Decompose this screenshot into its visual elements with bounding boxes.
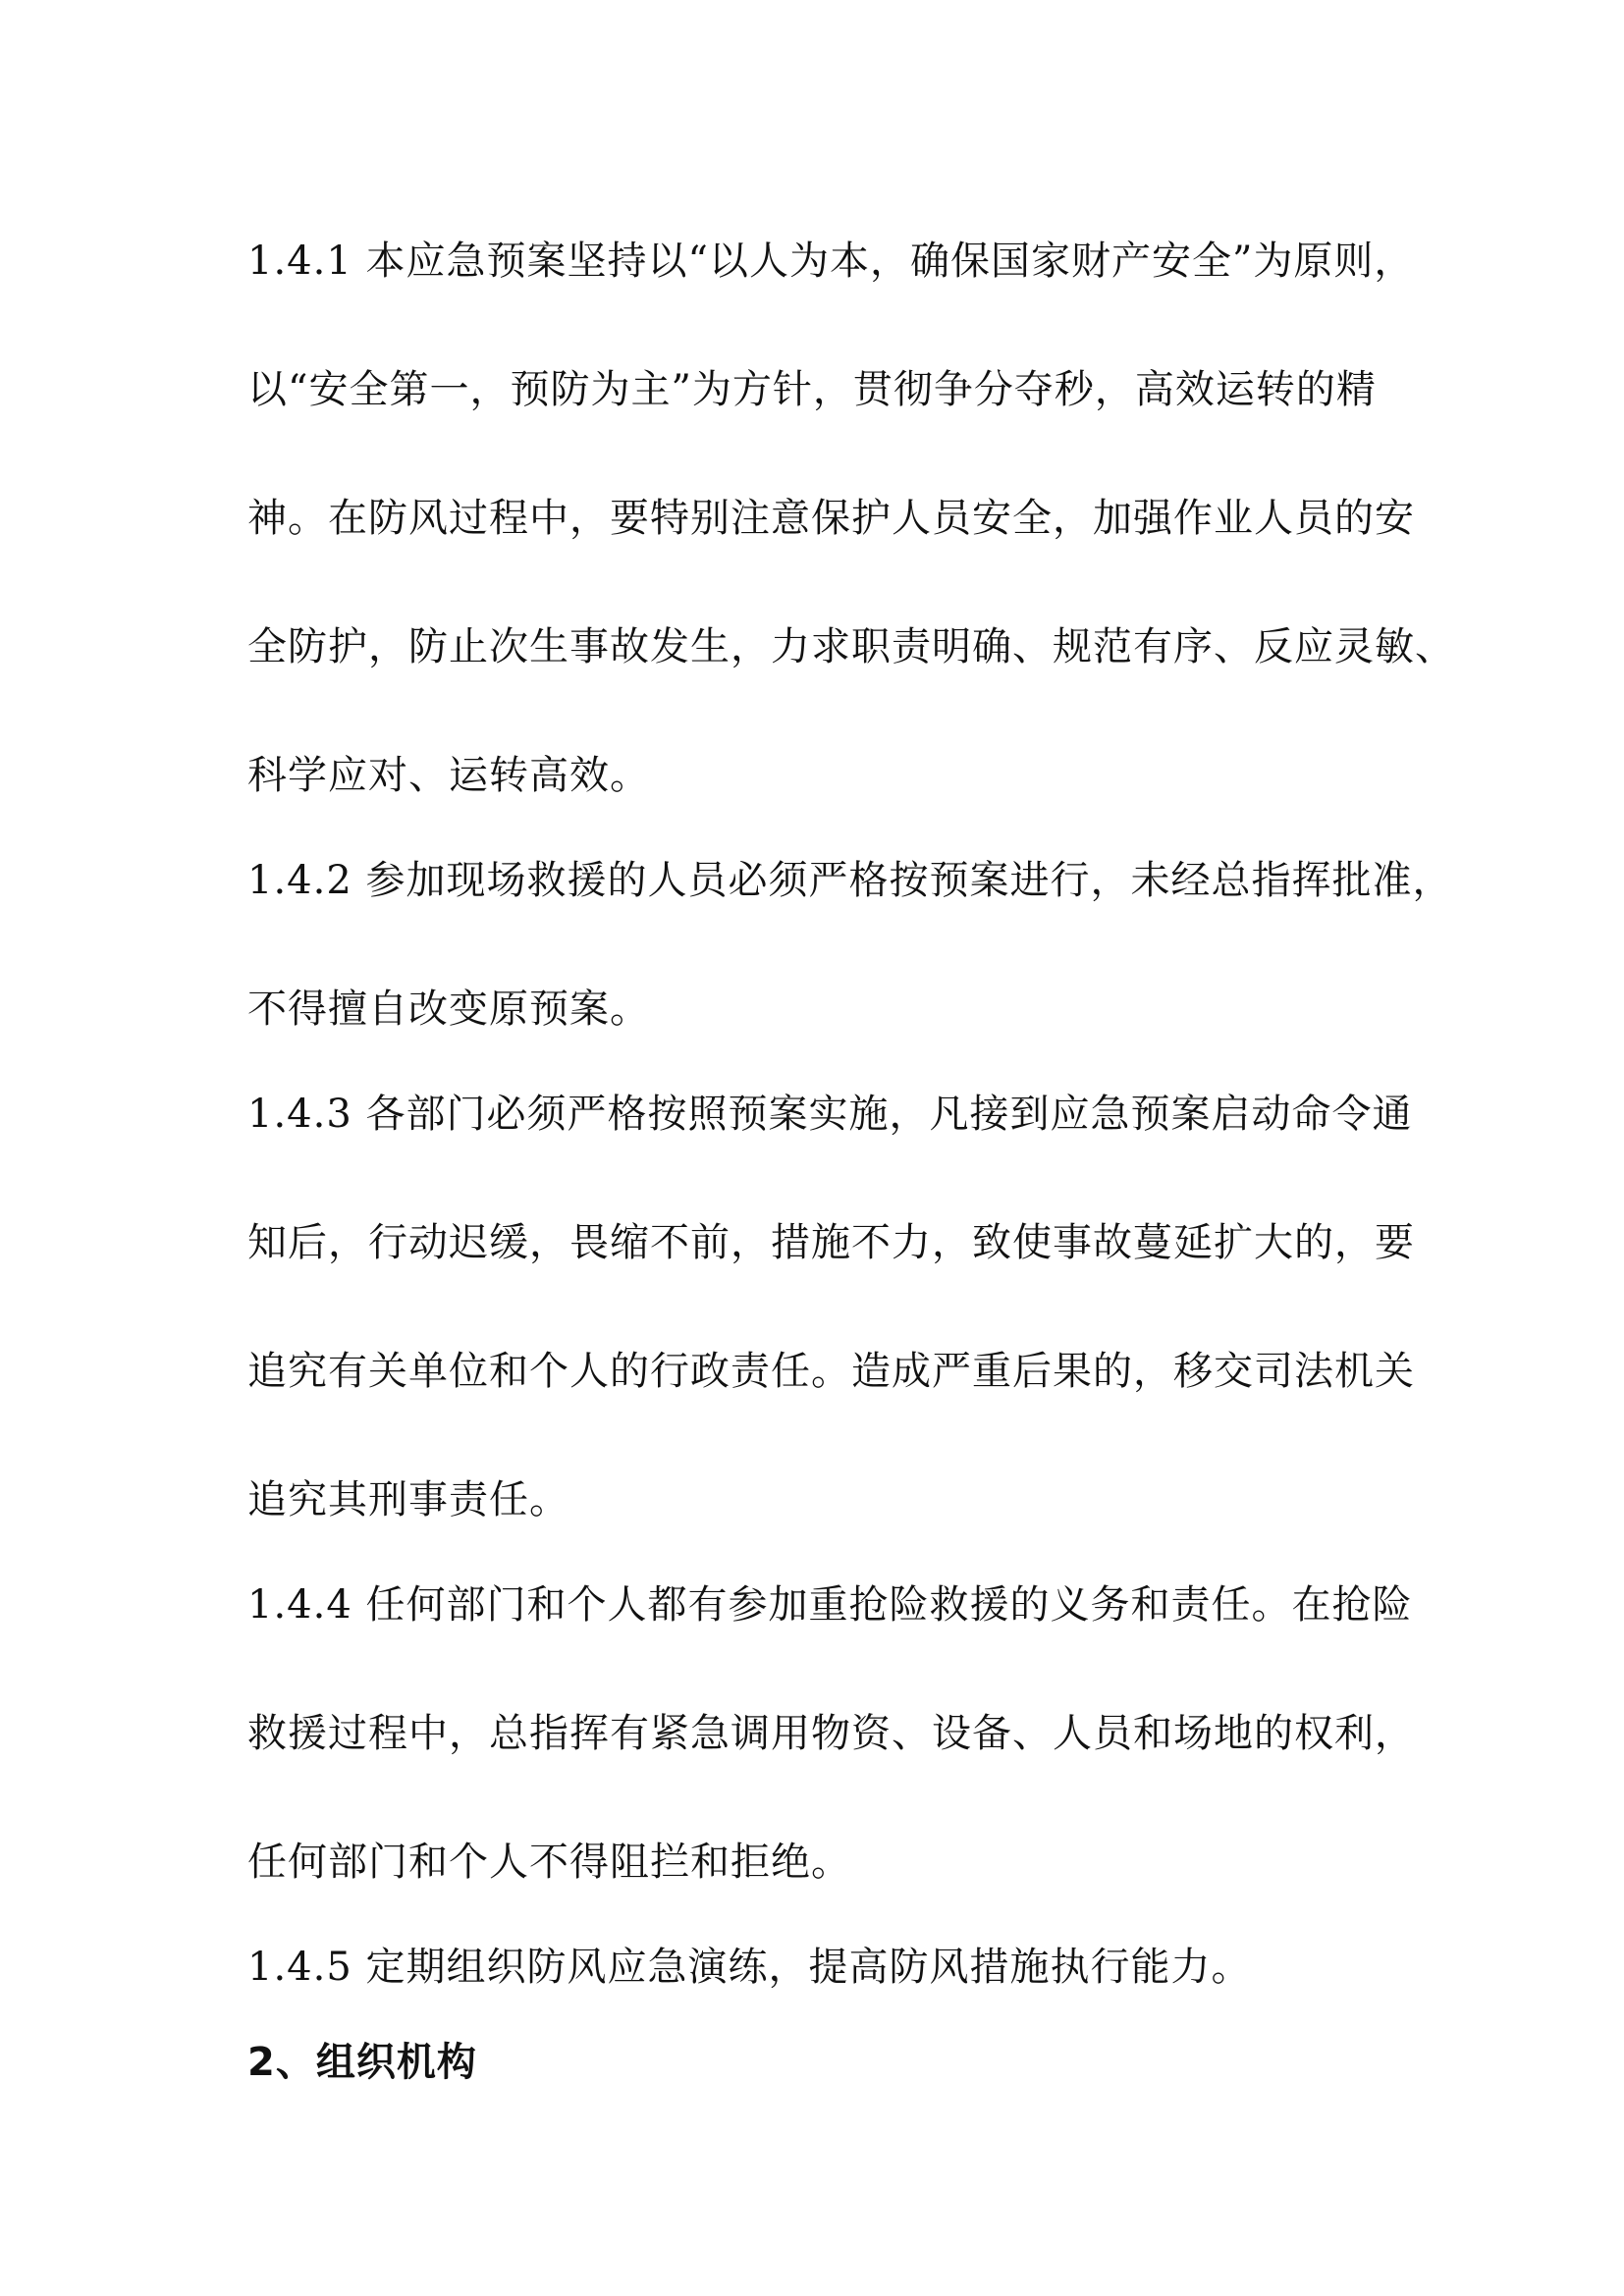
paragraph-line: 任何部门和个人不得阻拦和拒绝。 (247, 1840, 851, 1885)
paragraph-line: 不得擅自改变原预案。 (247, 987, 650, 1032)
paragraph-line: 1.4.5 定期组织防风应急演练，提高防风措施执行能力。 (247, 1945, 1252, 1990)
paragraph-line: 救援过程中，总指挥有紧急调用物资、设备、人员和场地的权利， (247, 1711, 1415, 1756)
paragraph-line: 追究有关单位和个人的行政责任。造成严重后果的，移交司法机关 (247, 1349, 1415, 1394)
paragraph-line: 1.4.2 参加现场救援的人员必须严格按预案进行，未经总指挥批准， (247, 858, 1453, 903)
section-heading: 2、组织机构 (247, 2040, 477, 2085)
paragraph-line: 1.4.4 任何部门和个人都有参加重抢险救援的义务和责任。在抢险 (247, 1582, 1413, 1628)
paragraph-line: 追究其刑事责任。 (247, 1477, 569, 1522)
paragraph-line: 知后，行动迟缓，畏缩不前，措施不力，致使事故蔓延扩大的，要 (247, 1220, 1415, 1265)
paragraph-line: 科学应对、运转高效。 (247, 753, 650, 798)
paragraph-line: 1.4.3 各部门必须严格按照预案实施，凡接到应急预案启动命令通 (247, 1092, 1413, 1137)
paragraph-line: 全防护，防止次生事故发生，力求职责明确、规范有序、反应灵敏、 (247, 624, 1455, 669)
paragraph-line: 神。在防风过程中，要特别注意保护人员安全，加强作业人员的安 (247, 496, 1415, 541)
paragraph-line: 1.4.1 本应急预案坚持以“以人为本，确保国家财产安全”为原则， (247, 239, 1415, 284)
paragraph-line: 以“安全第一，预防为主”为方针，贯彻争分夺秒，高效运转的精 (247, 367, 1377, 412)
